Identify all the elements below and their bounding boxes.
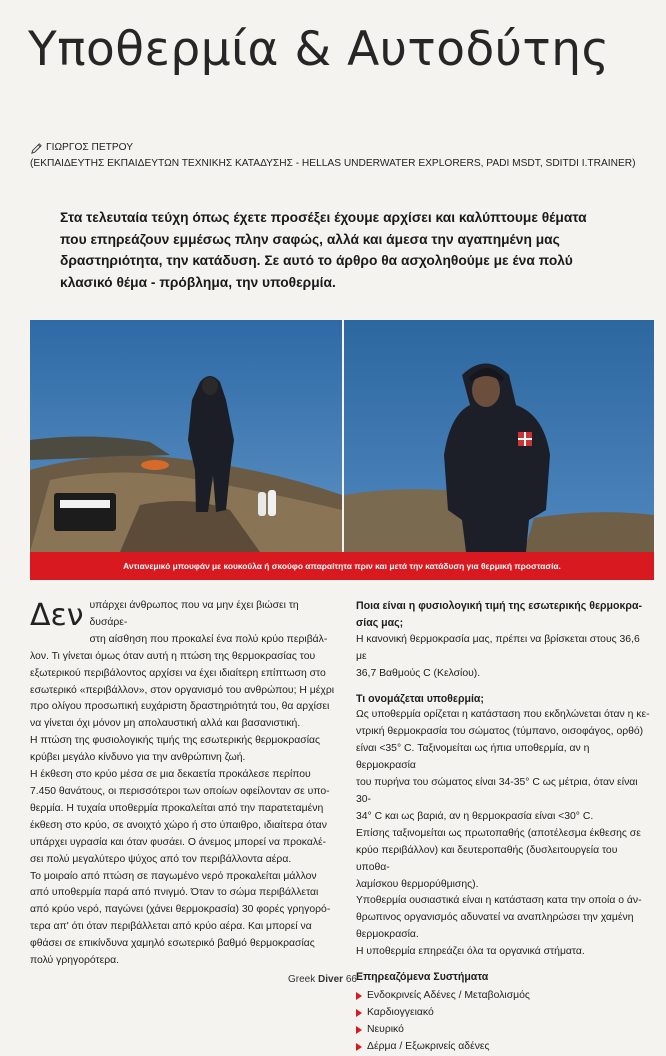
body-line: θρωπινος οργανισμός αδυνατεί να αναπληρώσει την χαμένη θερμοκρασία. [356,912,634,941]
article-title: Υποθερμία & Αυτοδύτης [28,22,610,77]
body-line: λαμίσκου θερμορύθμισης). [356,878,479,890]
photo-diver-closeup [344,320,654,552]
body-line: Ως υποθερμία ορίζεται η κατάσταση που εκδηλώνεται όταν η κε- [356,709,650,721]
arrow-bullet-icon [356,992,362,1000]
list-item-label: Δέρμα / Εξωκρινείς αδένες [367,1040,490,1052]
intro-line: που επηρεάζουν εμμέσως πλην σαφώς, αλλά και άμεσα την αγαπημένη μας [60,231,560,247]
body-line: λον. Τι γίνεται όμως όταν αυτή η πτώση της θερμοκρασίας του [30,650,316,662]
photo-caption: Αντιανεμικό μπουφάν με κουκούλα ή σκούφο απαραίτητα πριν και μετά την κατάδυση για θερμική προστασία. [30,552,654,580]
body-line: είναι <35° C. Ταξινομείται ως ήπια υποθερμία, αν η θερμοκρασία [356,743,590,772]
pen-icon [30,142,43,155]
body-line: εξωτερικού περιβάλοντος αρχίσει να έχει ιδιαίτερη επίπτωση στο [30,667,326,679]
body-line: 7.450 θανάτους, οι περισσότεροι των οποίων οφείλονταν σε υπο- [30,785,330,797]
right-column [356,598,652,1056]
arrow-bullet-icon [356,1009,362,1017]
author-credentials: (ΕΚΠΑΙΔΕΥΤΗΣ ΕΚΠΑΙΔΕΥΤΩΝ ΤΕΧΝΙΚΗΣ ΚΑΤΑΔΥΣΗΣ - HELLAS UNDERWATER EXPLORERS, PADI MSDT, SDITDI I.TRAINER) [30,158,636,169]
body-line: έκθεση στο κρύο, σε ανοιχτό χώρο ή στο ύπαιθρο, ιδιαίτερα όταν [30,819,327,831]
question-heading: Τι ονομάζεται υποθερμία; [356,692,484,705]
intro-line: Στα τελευταία τεύχη όπως έχετε προσέξει έχουμε αρχίσει και καλύπτουμε θέματα [60,210,587,225]
list-item-label: Καρδιογγειακό [367,1006,434,1018]
photo-row [30,320,654,552]
body-line: Το μοιραίο από πτώση σε παγωμένο νερό προκαλείται μάλλον [30,870,317,882]
list-item [356,1022,652,1039]
systems-list [356,988,652,1056]
arrow-bullet-icon [356,1026,362,1034]
intro-line: δραστηριότητα, την κατάδυση. Σε αυτό το άρθρο θα ασχοληθούμε με ένα πολύ [60,253,573,268]
body-line: σει πολύ μεγαλύτερο ψύχος από τον περιβάλλοντα αέρα. [30,853,292,865]
body-line: Επίσης ταξινομείται ως πρωτοπαθής (αποτέλεσμα έκθεσης σε [356,827,641,839]
body-line: από κρύο νερό, παγώνει (χάνει θερμοκρασία) 30 φορές γρηγορό- [30,904,331,916]
body-line: υπάρχει υγρασία και όταν φυσάει. Ο άνεμος μπορεί να προκαλέ- [30,836,327,848]
systems-heading: Επηρεαζόμενα Συστήματα [356,971,489,984]
list-item [356,1039,652,1056]
author-name: ΓΙΩΡΓΟΣ ΠΕΤΡΟΥ [46,142,134,153]
photo-diver-shore [30,320,342,552]
footer-brand: Diver [318,974,344,985]
question-heading: Ποια είναι η φυσιολογική τιμή της εσωτερικής θερμοκρα- [356,600,642,612]
question-heading: σίας μας; [356,616,404,629]
body-line: κρύβει μεγάλο κίνδυνο για την ανθρώπινη ζωή. [30,752,246,764]
intro-line: κλασικό θέμα - πρόβλημα, την υποθερμία. [60,274,336,290]
list-item [356,988,652,1005]
body-line: Η υποθερμία επηρεάζει όλα τα οργανικά στήματα. [356,946,585,958]
body-line: τερα απ' ότι όταν περιβάλλεται από κρύο αέρα. Και μπορεί να [30,921,312,933]
page-number: 66 [345,974,357,985]
intro-paragraph [60,207,620,293]
arrow-bullet-icon [356,1043,362,1051]
body-line: 34° C και ως βαριά, αν η θερμοκρασία είναι <30° C. [356,810,594,822]
page-footer [288,974,357,985]
body-line: από υποθερμία παρά από πνιγμό. Όταν το σώμα περιβάλλεται [30,887,319,899]
body-line: φθάσει σε επικίνδυνα χαμηλό εσωτερικό βαθμό θερμοκρασίας [30,938,315,950]
body-line: υπάρχει άνθρωπος που να μην έχει βιώσει τη δυσάρε- [89,600,299,628]
list-item-label: Νευρικό [367,1023,404,1035]
left-column [30,598,339,970]
body-line: ντρική θερμοκρασία του σώματος (τύμπανο, οισοφάγος, ορθό) [356,726,644,738]
body-line: πολύ γρηγορότερα. [30,955,120,967]
body-line: Υποθερμία ουσιαστικά είναι η κατάσταση κατα την οποία ο άν- [356,895,642,907]
list-item-label: Ενδοκρινείς Αδένες / Μεταβολισμός [367,989,530,1001]
body-line: προ ολίγου προσωπική ευχάριστη δραστηριότητά του, θα αρχίσει [30,701,330,713]
body-line: κρύο περιβάλλον) και δευτεροπαθής (δυσλειτουργεία του υποθα- [356,844,618,873]
list-item [356,1005,652,1022]
body-line: Η έκθεση στο κρύο μέσα σε μια δεκαετία προκάλεσε περίπου [30,769,311,781]
body-line: στη αίσθηση που προκαλεί ένα πολύ κρύο περιβάλ- [89,633,328,645]
body-line: θερμία. Η τυχαία υποθερμία προκαλείται από την παρατεταμένη [30,802,324,814]
body-line: να γίνεται όχι μόνον μη απολαυστική αλλά και βασανιστική. [30,718,301,730]
body-line: 36,7 Βαθμούς C (Κελσίου). [356,667,481,679]
body-line: του πυρήνα του σώματος είναι 34-35° C ως μέτρια, όταν είναι 30- [356,777,638,805]
body-line: Η πτώση της φυσιολογικής τιμής της εσωτερικής θερμοκρασίας [30,735,321,747]
dropcap: Δεν [30,598,84,633]
body-line: εσωτερικό «περιβάλλον», στον οργανισμό του ανθρώπου; Η μέχρι [30,684,335,696]
footer-prefix: Greek [288,974,316,985]
body-line: Η κανονική θερμοκρασία μας, πρέπει να βρίσκεται στους 36,6 με [356,633,640,662]
author-block [30,140,636,172]
